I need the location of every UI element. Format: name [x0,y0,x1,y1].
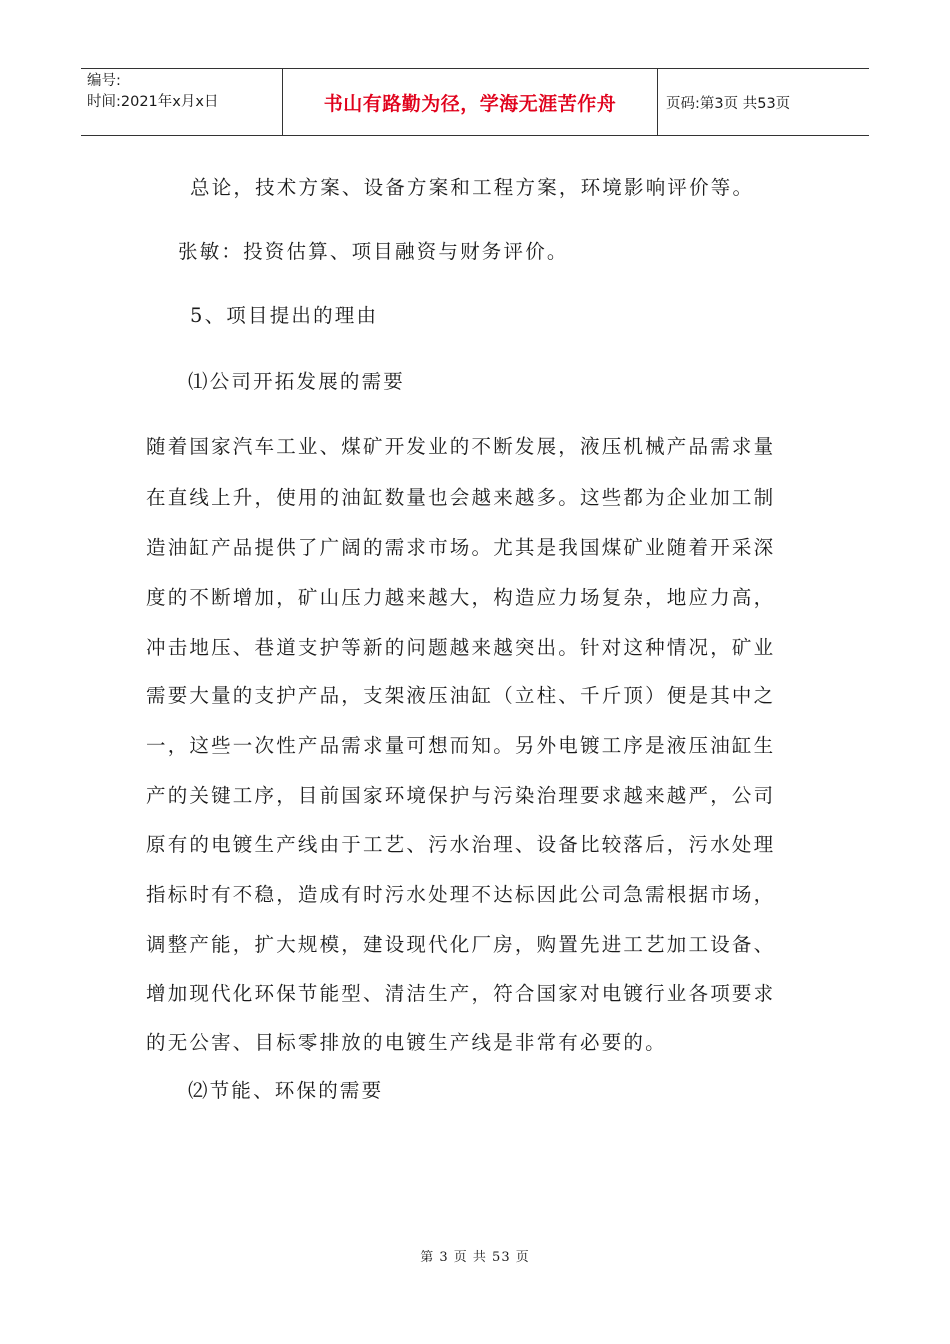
paragraph-line: 的无公害、目标零排放的电镀生产线是非常有必要的。 [146,1031,667,1054]
paragraph-line: 原有的电镀生产线由于工艺、污水治理、设备比较落后，污水处理 [146,833,776,856]
body-paragraph-author: 张敏：投资估算、项目融资与财务评价。 [178,240,569,263]
footer-page-number: 第 3 页 共 53 页 [420,1250,530,1265]
paragraph-line: 在直线上升，使用的油缸数量也会越来越多。这些都为企业加工制 [146,486,776,509]
document-header [81,68,869,136]
paragraph-line: 度的不断增加，矿山压力越来越大，构造应力场复杂，地应力高， [146,586,776,609]
document-date-label: 时间:2021年x月x日 [87,94,219,110]
paragraph-line: 调整产能，扩大规模，建设现代化厂房，购置先进工艺加工设备、 [146,933,776,956]
header-meta-cell [81,69,283,135]
paragraph-line: 随着国家汽车工业、煤矿开发业的不断发展，液压机械产品需求量 [146,435,776,458]
header-page-info: 页码:第3页 共53页 [666,95,791,112]
paragraph-line: 冲击地压、巷道支护等新的问题越来越突出。针对这种情况，矿业 [146,636,776,659]
paragraph-line: 造油缸产品提供了广阔的需求市场。尤其是我国煤矿业随着开采深 [146,536,776,559]
document-number-label: 编号: [87,73,121,89]
paragraph-line: 需要大量的支护产品，支架液压油缸（立柱、千斤顶）便是其中之 [146,684,776,707]
header-motto: 书山有路勤为径，学海无涯苦作舟 [323,92,617,115]
subsection-heading-1: ⑴公司开拓发展的需要 [188,370,406,393]
body-paragraph-summary: 总论，技术方案、设备方案和工程方案，环境影响评价等。 [190,176,755,199]
section-heading: 5、项目提出的理由 [190,304,379,327]
paragraph-line: 指标时有不稳，造成有时污水处理不达标因此公司急需根据市场， [146,883,776,906]
subsection-heading-2: ⑵节能、环保的需要 [188,1079,384,1102]
paragraph-line: 产的关键工序，目前国家环境保护与污染治理要求越来越严，公司 [146,784,776,807]
page-footer [0,1246,950,1265]
header-page-cell [658,69,869,135]
paragraph-line: 增加现代化环保节能型、清洁生产，符合国家对电镀行业各项要求 [146,982,776,1005]
paragraph-line: 一，这些一次性产品需求量可想而知。另外电镀工序是液压油缸生 [146,734,776,757]
header-motto-cell [283,69,658,135]
